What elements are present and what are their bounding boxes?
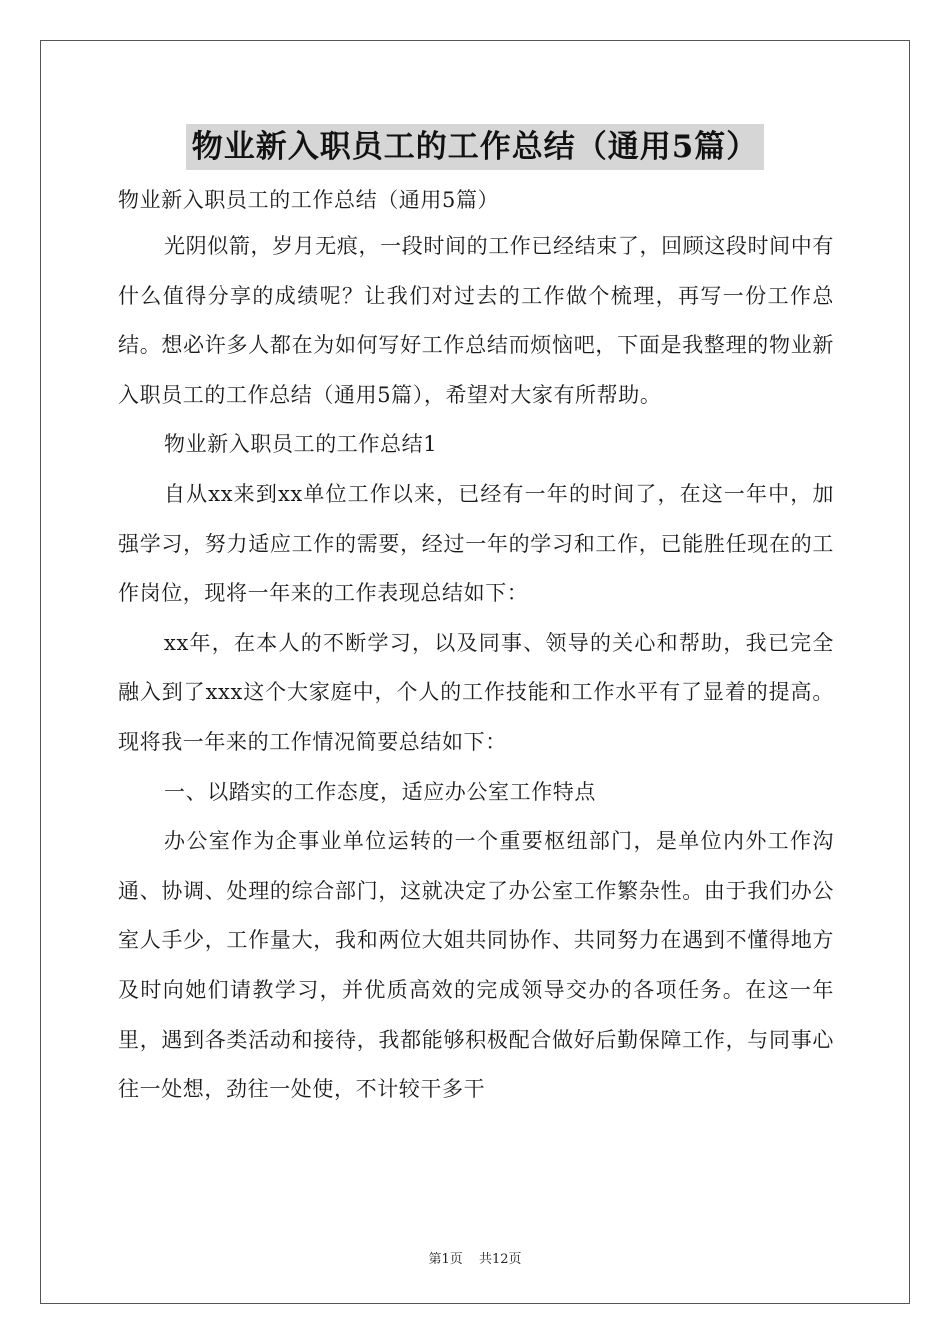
- page-total: 共12页: [478, 1252, 522, 1267]
- paragraph-2: 自从xx来到xx单位工作以来，已经有一年的时间了，在这一年中，加强学习，努力适应工作的需要，经过一年的学习和工作，已能胜任现在的工作岗位，现将一年来的工作表现总结如下：: [118, 481, 834, 606]
- page-number: 第1页: [428, 1252, 463, 1267]
- title-wrapper: [0, 124, 950, 170]
- paragraph-intro: 光阴似箭，岁月无痕，一段时间的工作已经结束了，回顾这段时间中有什么值得分享的成绩呢？让我们对过去的工作做个梳理，再写一份工作总结。想必许多人都在为如何写好工作总结而烦恼吧，下面是我整理的物业新入职员工的工作总结（通用5篇），希望对大家有所帮助。: [118, 234, 834, 407]
- paragraph-5: 办公室作为企事业单位运转的一个重要枢纽部门，是单位内外工作沟通、协调、处理的综合部门，这就决定了办公室工作繁杂性。由于我们办公室人手少，工作量大，我和两位大姐共同协作、共同努力在遇到不懂得地方及时向她们请教学习，并优质高效的完成领导交办的各项任务。在这一年里，遇到各类活动和接待，我都能够积极配合做好后勤保障工作，与同事心往一处想，劲往一处使，不计较干多干: [118, 829, 834, 1102]
- document-subtitle: 物业新入职员工的工作总结（通用5篇）: [118, 188, 500, 212]
- document-body: [118, 180, 834, 1115]
- page-footer: [0, 1248, 950, 1267]
- subsection-heading-1: 一、以踏实的工作态度，适应办公室工作特点: [164, 779, 596, 804]
- section-heading-1: 物业新入职员工的工作总结1: [164, 432, 438, 457]
- paragraph-3: xx年，在本人的不断学习，以及同事、领导的关心和帮助，我已完全融入到了xxx这个大家庭中，个人的工作技能和工作水平有了显着的提高。现将我一年来的工作情况简要总结如下：: [118, 630, 834, 754]
- document-title: 物业新入职员工的工作总结（通用5篇）: [186, 124, 765, 170]
